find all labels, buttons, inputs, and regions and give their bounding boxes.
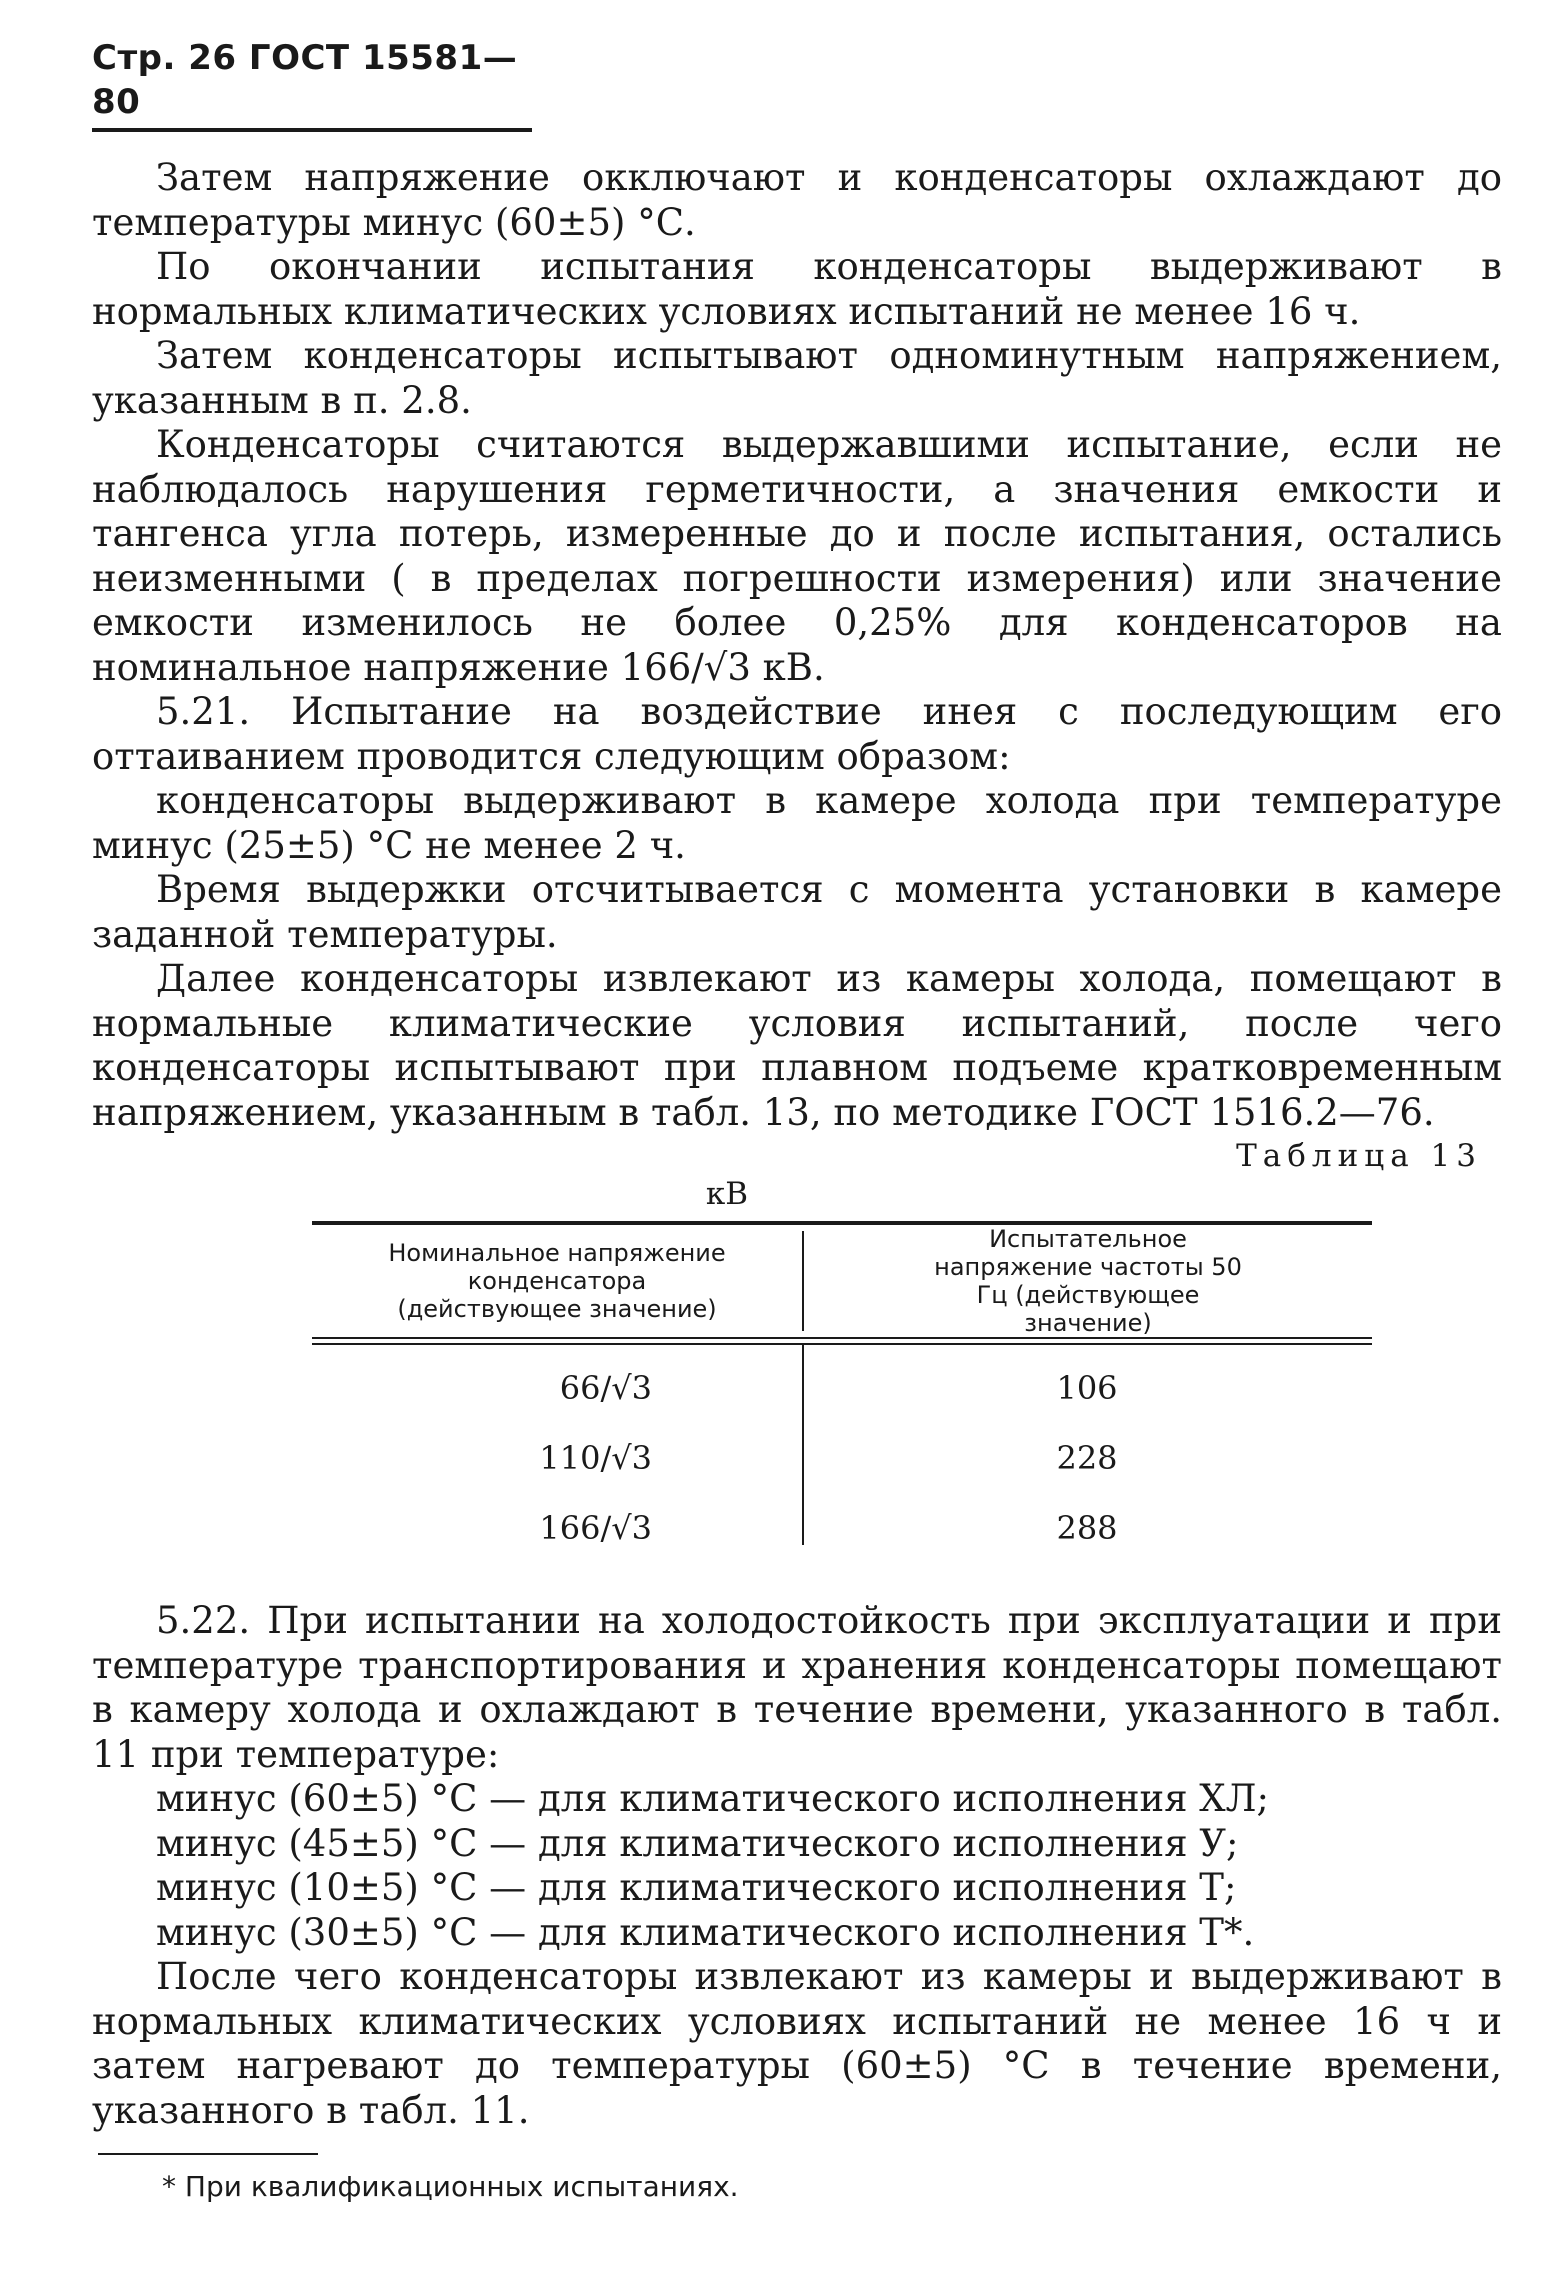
table-caption: Таблица 13: [1236, 1138, 1482, 1174]
cell-test: 228: [1056, 1439, 1118, 1477]
section-5-21: 5.21. Испытание на воздействие инея с последующим его оттаиванием проводится следующим образом:: [92, 690, 1502, 778]
list-item: минус (45±5) °С — для климатического исполнения У;: [156, 1821, 1239, 1865]
list-item: минус (60±5) °С — для климатического исполнения ХЛ;: [156, 1777, 1269, 1820]
section-5-22-block: [92, 1599, 1502, 2133]
header-test-voltage: [804, 1225, 1372, 1337]
cell-nominal: 166/√3: [539, 1509, 652, 1547]
table-row: [312, 1353, 1372, 1423]
header-cell: Испытательное напряжение частоты 50 Гц (действующее значение): [934, 1225, 1242, 1337]
header-nominal-voltage: [312, 1231, 804, 1331]
table-header-row: [312, 1225, 1372, 1337]
paragraph: Время выдержки отсчитывается с момента установки в камере заданной температуры.: [92, 868, 1502, 956]
list-item: минус (10±5) °С — для климатического исполнения Т;: [156, 1866, 1237, 1909]
section-5-22: 5.22. При испытании на холодостойкость при эксплуатации и при температуре транспортирования и хранения конденсаторы помещают в камеру холода и охлаждают в течение времени, указанного в табл. 11 при температуре:: [92, 1599, 1502, 1776]
page-header: Стр. 26 ГОСТ 15581—80: [92, 36, 532, 132]
voltage-table: [312, 1221, 1372, 1563]
table-row: [312, 1493, 1372, 1563]
cell-test: 106: [1056, 1369, 1118, 1407]
paragraph: Затем напряжение окключают и конденсаторы охлаждают до температуры минус (60±5) °С.: [92, 156, 1502, 244]
paragraph: Конденсаторы считаются выдержавшими испытание, если не наблюдалось нарушения герметичности, а значения емкости и тангенса угла потерь, измеренные до и после испытания, остались неизменными ( в пределах погрешности измерения) или значение емкости изменилось не более 0,25% для конденсаторов на номинальное напряжение 166/√3 кВ.: [92, 423, 1502, 689]
cell-nominal: 110/√3: [539, 1439, 652, 1477]
paragraph: После чего конденсаторы извлекают из камеры и выдерживают в нормальных климатических условиях испытаний не менее 16 ч и затем нагревают до температуры (60±5) °С в течение времени, указанного в табл. 11.: [92, 1955, 1502, 2132]
document-page: [92, 36, 1502, 2207]
paragraph: Затем конденсаторы испытывают одноминутным напряжением, указанным в п. 2.8.: [92, 334, 1502, 422]
paragraph: По окончании испытания конденсаторы выдерживают в нормальных климатических условиях испытаний не менее 16 ч.: [92, 245, 1502, 333]
cell-nominal: 66/√3: [559, 1369, 652, 1407]
paragraph: Далее конденсаторы извлекают из камеры холода, помещают в нормальные климатические условия испытаний, после чего конденсаторы испытывают при плавном подъеме кратковременным напряжением, указанным в табл. 13, по методике ГОСТ 1516.2—76.: [92, 957, 1502, 1134]
table-row: [312, 1423, 1372, 1493]
paragraph: конденсаторы выдерживают в камере холода при температуре минус (25±5) °С не менее 2 ч.: [92, 779, 1502, 867]
footnote-rule: [98, 2153, 318, 2155]
table-body: [312, 1345, 1372, 1563]
footnote: * При квалификационных испытаниях.: [162, 2170, 739, 2203]
list-item: минус (30±5) °С — для климатического исполнения Т*.: [156, 1910, 1255, 1954]
table-header-rule: [312, 1337, 1372, 1345]
header-cell: Номинальное напряжение конденсатора (действующее значение): [388, 1239, 726, 1323]
cell-test: 288: [1056, 1509, 1118, 1547]
table-unit: кВ: [705, 1176, 749, 1212]
